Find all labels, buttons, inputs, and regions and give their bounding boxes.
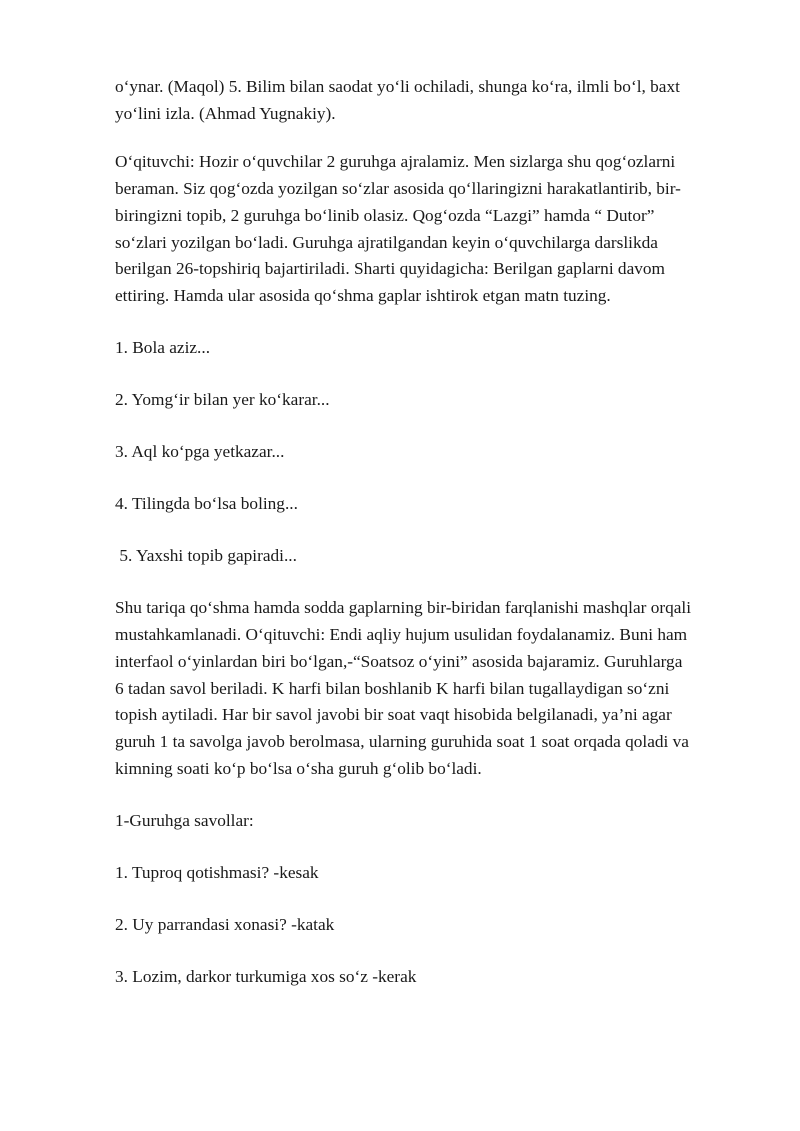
text-line: O‘qituvchi: Hozir o‘quvchilar 2 guruhga ajralamiz. Men sizlarga shu qog‘ozlarni [115,151,676,171]
list-item-text: 4. Tilingda bo‘lsa boling... [115,493,298,513]
list-item [115,491,745,518]
section-heading-text: 1-Guruhga savollar: [115,811,254,831]
text-line: Shu tariqa qo‘shma hamda sodda gaplarning bir-biridan farqlanishi mashqlar orqali [115,597,692,617]
text-line: ettiring. Hamda ular asosida qo‘shma gaplar ishtirok etgan matn tuzing. [115,286,611,306]
list-item [115,387,745,414]
list-item-text: 2. Yomg‘ir bilan yer ko‘karar... [115,390,330,410]
question-text: 3. Lozim, darkor turkumiga xos so‘z -kerak [115,966,417,986]
question-item [115,912,745,939]
text-line: biringizni topib, 2 guruhga bo‘linib olasiz. Qog‘ozda “Lazgi” hamda “ Dutor” [115,205,655,225]
text-line: o‘ynar. (Maqol) 5. Bilim bilan saodat yo‘li ochiladi, shunga ko‘ra, ilmli bo‘l, baxt [115,77,680,96]
list-item-text: 3. Aql ko‘pga yetkazar... [115,442,285,462]
list-item-text: 1. Bola aziz... [115,338,211,358]
text-line: interfaol o‘yinlardan biri bo‘lgan,-“Soatsoz o‘yini” asosida bajaramiz. Guruhlarga [115,651,683,671]
question-item [115,860,745,887]
list-item [115,335,745,362]
list-item [115,439,745,466]
paragraph-soatsoz-game [115,595,745,783]
question-item [115,964,745,991]
document-body [115,74,745,991]
text-line: yo‘lini izla. (Ahmad Yugnakiy). [115,103,336,123]
text-line: so‘zlari yozilgan bo‘ladi. Guruhga ajratilgandan keyin o‘quvchilarga darslikda [115,232,658,252]
paragraph-teacher-instructions [115,149,745,310]
text-line: beraman. Siz qog‘ozda yozilgan so‘zlar asosida qo‘llaringizni harakatlantirib, bir- [115,178,681,198]
list-item [115,543,745,570]
text-line: topish aytiladi. Har bir savol javobi bir soat vaqt hisobida belgilanadi, ya’ni agar [115,705,672,725]
text-line: guruh 1 ta savolga javob berolmasa, ularning guruhida soat 1 soat orqada qoladi va [115,732,689,752]
question-text: 1. Tuproq qotishmasi? -kesak [115,863,319,883]
question-text: 2. Uy parrandasi xonasi? -katak [115,914,335,934]
text-line: mustahkamlanadi. O‘qituvchi: Endi aqliy hujum usulidan foydalanamiz. Buni ham [115,624,688,644]
text-line: 6 tadan savol beriladi. K harfi bilan boshlanib K harfi bilan tugallaydigan so‘zni [115,678,670,698]
list-item-text: 5. Yaxshi topib gapiradi... [115,545,297,565]
section-heading [115,808,745,835]
text-line: kimning soati ko‘p bo‘lsa o‘sha guruh g‘olib bo‘ladi. [115,759,482,779]
text-line: berilgan 26-topshiriq bajartiriladi. Sharti quyidagicha: Berilgan gaplarni davom [115,259,665,279]
paragraph-quote-end [115,74,745,128]
